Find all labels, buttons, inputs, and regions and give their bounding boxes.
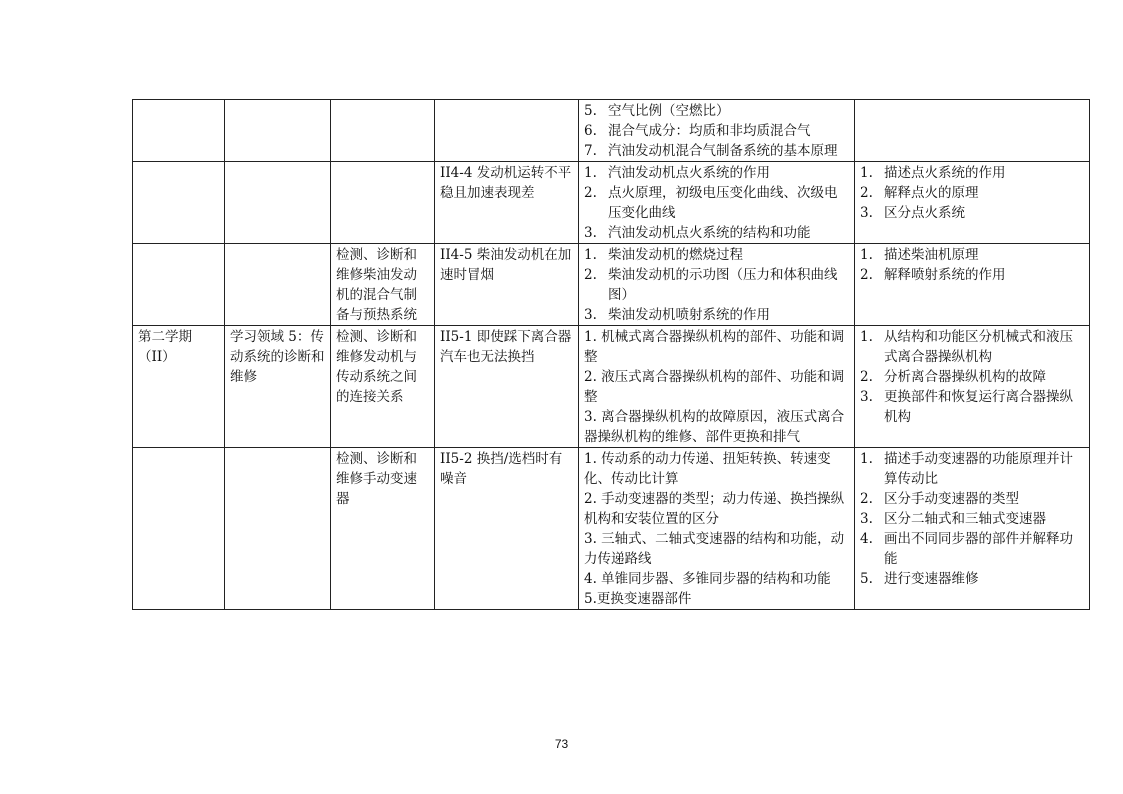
list-item-number: 7.	[584, 143, 597, 159]
list-item	[860, 203, 1084, 223]
list-item	[860, 245, 1084, 265]
list-item-number: 1.	[584, 165, 597, 181]
list-item: 5.更换变速器部件	[584, 591, 692, 607]
list-item-number: 5.	[860, 571, 873, 587]
list-item-text: 柴油发动机的示功图（压力和体积曲线图）	[608, 267, 838, 303]
content-list	[584, 101, 849, 161]
list-item: 2. 手动变速器的类型；动力传递、换挡操纵机构和安装位置的区分	[584, 491, 845, 527]
goals-list	[860, 327, 1084, 427]
list-item	[584, 121, 849, 141]
goals-cell	[855, 100, 1090, 162]
list-item: 2. 液压式离合器操纵机构的部件、功能和调整	[584, 369, 845, 405]
list-item-text: 汽油发动机点火系统的作用	[608, 165, 770, 181]
list-item-text: 画出不同同步器的部件并解释功能	[884, 531, 1073, 567]
list-item	[584, 305, 849, 325]
list-item	[584, 245, 849, 265]
goals-cell	[855, 244, 1090, 326]
list-item	[860, 163, 1084, 183]
learning-situation-cell	[435, 100, 579, 162]
list-item-text: 汽油发动机混合气制备系统的基本原理	[608, 143, 838, 159]
list-item	[860, 529, 1084, 569]
list-item-text: 柴油发动机的燃烧过程	[608, 247, 743, 263]
list-item-number: 3.	[584, 307, 597, 323]
list-item-text: 描述点火系统的作用	[884, 165, 1006, 181]
list-item-number: 2.	[584, 267, 597, 283]
list-item	[584, 183, 849, 223]
learning-situation-cell: II5-2 换挡/选档时有噪音	[435, 448, 579, 610]
list-item-number: 3.	[584, 225, 597, 241]
list-item-text: 分析离合器操纵机构的故障	[884, 369, 1046, 385]
list-item-number: 4.	[860, 531, 873, 547]
content-cell	[579, 100, 855, 162]
work-task-cell: 检测、诊断和维修柴油发动机的混合气制备与预热系统	[331, 244, 435, 326]
list-item-text: 汽油发动机点火系统的结构和功能	[608, 225, 811, 241]
semester-cell	[133, 244, 225, 326]
list-item-text: 描述手动变速器的功能原理并计算传动比	[884, 451, 1073, 487]
list-item-text: 描述柴油机原理	[884, 247, 979, 263]
list-item-text: 区分点火系统	[884, 205, 965, 221]
list-item-number: 3.	[860, 511, 873, 527]
content-list	[584, 245, 849, 325]
goals-cell	[855, 162, 1090, 244]
list-item	[860, 265, 1084, 285]
list-item: 1. 机械式离合器操纵机构的部件、功能和调整	[584, 329, 845, 365]
list-item	[584, 223, 849, 243]
list-item-text: 解释点火的原理	[884, 185, 979, 201]
list-item-number: 2.	[860, 369, 873, 385]
list-item	[860, 489, 1084, 509]
list-item-number: 5.	[584, 103, 597, 119]
list-item-number: 2.	[584, 185, 597, 201]
list-item	[860, 509, 1084, 529]
goals-cell	[855, 326, 1090, 448]
list-item-number: 1.	[860, 165, 873, 181]
list-item: 4. 单锥同步器、多锥同步器的结构和功能	[584, 571, 831, 587]
list-item-number: 1.	[584, 247, 597, 263]
curriculum-table	[132, 99, 1090, 610]
work-task-cell	[331, 162, 435, 244]
page-number: 73	[554, 737, 569, 751]
list-item: 1. 传动系的动力传递、扭矩转换、转速变化、传动比计算	[584, 451, 831, 487]
learning-field-cell	[225, 244, 331, 326]
content-cell	[579, 162, 855, 244]
list-item-number: 3.	[860, 389, 873, 405]
goals-list	[860, 245, 1084, 285]
table-row	[133, 162, 1090, 244]
learning-field-cell	[225, 100, 331, 162]
semester-cell: 第二学期（II）	[133, 326, 225, 448]
content-cell	[579, 326, 855, 448]
goals-list	[860, 163, 1084, 223]
list-item-text: 点火原理，初级电压变化曲线、次级电压变化曲线	[608, 185, 838, 221]
list-item-number: 2.	[860, 185, 873, 201]
list-item-text: 混合气成分：均质和非均质混合气	[608, 123, 811, 139]
list-item	[860, 327, 1084, 367]
list-item-text: 柴油发动机喷射系统的作用	[608, 307, 770, 323]
list-item	[860, 387, 1084, 427]
semester-cell	[133, 162, 225, 244]
list-item-text: 区分手动变速器的类型	[884, 491, 1019, 507]
content-list	[584, 449, 849, 609]
work-task-cell	[331, 100, 435, 162]
list-item-text: 从结构和功能区分机械式和液压式离合器操纵机构	[884, 329, 1073, 365]
list-item	[860, 569, 1084, 589]
list-item	[584, 101, 849, 121]
list-item	[584, 163, 849, 183]
list-item-text: 解释喷射系统的作用	[884, 267, 1006, 283]
table-row	[133, 448, 1090, 610]
content-cell	[579, 244, 855, 326]
list-item-number: 1.	[860, 247, 873, 263]
learning-field-cell	[225, 448, 331, 610]
list-item	[860, 183, 1084, 203]
list-item-number: 2.	[860, 267, 873, 283]
list-item-text: 更换部件和恢复运行离合器操纵机构	[884, 389, 1073, 425]
content-list	[584, 327, 849, 447]
learning-situation-cell: II4-4 发动机运转不平稳且加速表现差	[435, 162, 579, 244]
list-item	[860, 367, 1084, 387]
list-item	[584, 265, 849, 305]
list-item-number: 6.	[584, 123, 597, 139]
goals-cell	[855, 448, 1090, 610]
list-item: 3. 离合器操纵机构的故障原因，液压式离合器操纵机构的维修、部件更换和排气	[584, 409, 845, 445]
list-item	[584, 141, 849, 161]
list-item-text: 空气比例（空燃比）	[608, 103, 730, 119]
work-task-cell: 检测、诊断和维修发动机与传动系统之间的连接关系	[331, 326, 435, 448]
learning-field-cell	[225, 162, 331, 244]
list-item	[860, 449, 1084, 489]
semester-cell	[133, 100, 225, 162]
list-item-number: 1.	[860, 329, 873, 345]
goals-list	[860, 449, 1084, 589]
list-item-number: 2.	[860, 491, 873, 507]
list-item-text: 区分二轴式和三轴式变速器	[884, 511, 1046, 527]
content-list	[584, 163, 849, 243]
table-row	[133, 244, 1090, 326]
semester-cell	[133, 448, 225, 610]
table-row	[133, 100, 1090, 162]
work-task-cell: 检测、诊断和维修手动变速器	[331, 448, 435, 610]
list-item-number: 1.	[860, 451, 873, 467]
learning-field-cell: 学习领域 5：传动系统的诊断和维修	[225, 326, 331, 448]
learning-situation-cell: II5-1 即使踩下离合器汽车也无法换挡	[435, 326, 579, 448]
table-row	[133, 326, 1090, 448]
list-item-number: 3.	[860, 205, 873, 221]
content-cell	[579, 448, 855, 610]
learning-situation-cell: II4-5 柴油发动机在加速时冒烟	[435, 244, 579, 326]
list-item: 3. 三轴式、二轴式变速器的结构和功能，动力传递路线	[584, 531, 845, 567]
list-item-text: 进行变速器维修	[884, 571, 979, 587]
